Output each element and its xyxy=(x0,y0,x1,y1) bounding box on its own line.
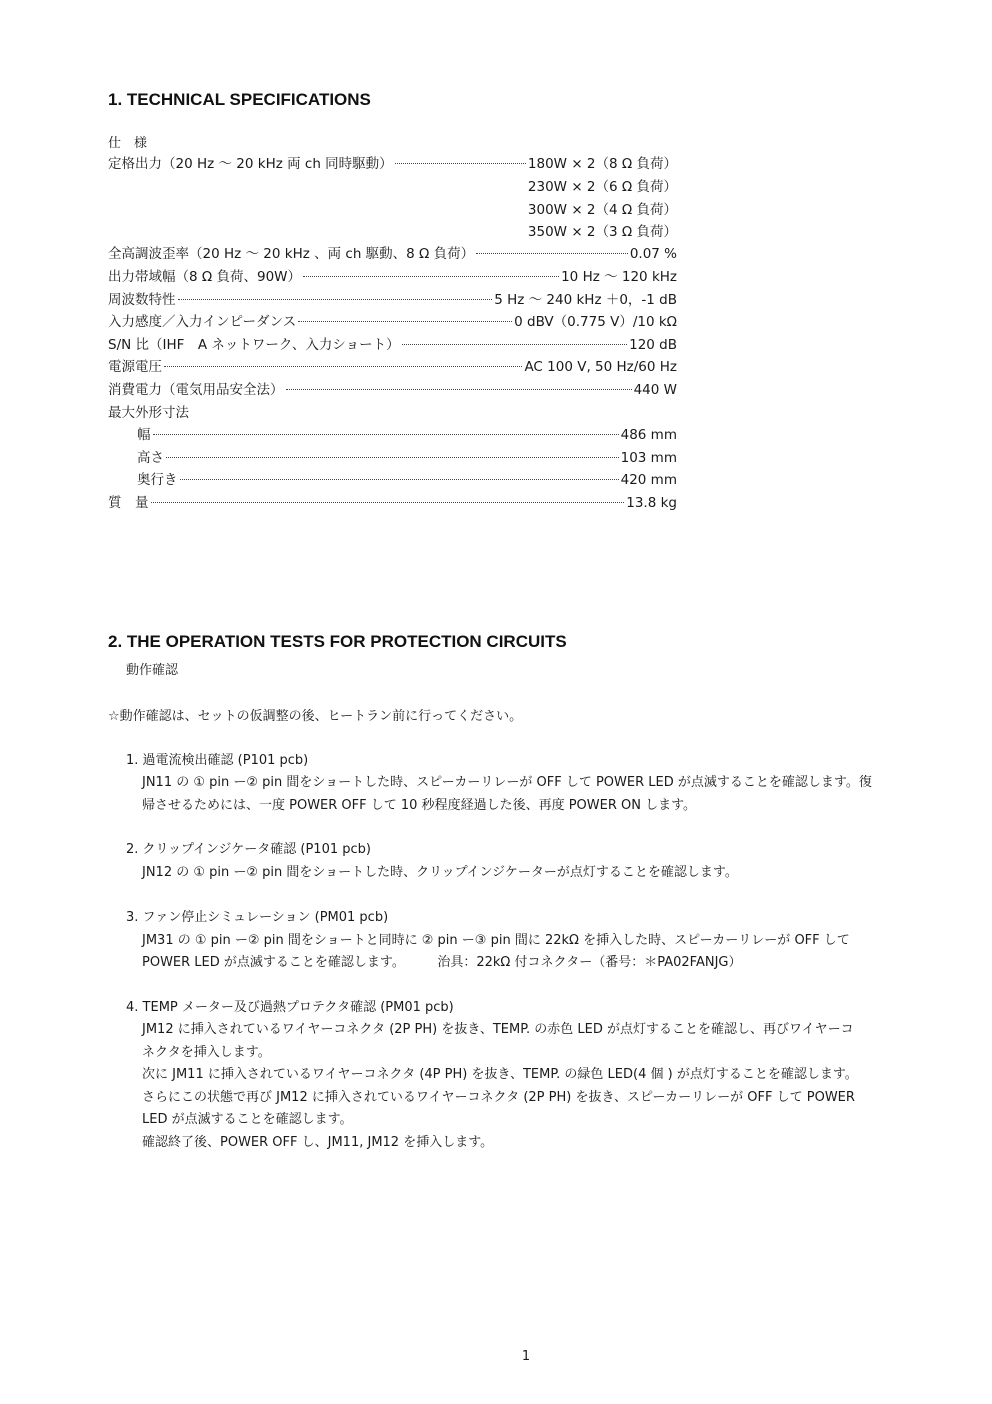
spec-row xyxy=(137,446,677,466)
test-item-line: ネクタを挿入します。 xyxy=(142,1045,271,1060)
leader-dots xyxy=(402,344,627,345)
spec-key: 質 量 xyxy=(108,495,149,511)
spec-value: 0.07 % xyxy=(629,246,677,262)
leader-dots xyxy=(298,321,512,322)
spec-value: 486 mm xyxy=(620,427,677,443)
spec-value-continued: 350W × 2（3 Ω 負荷） xyxy=(527,224,677,240)
spec-row xyxy=(137,468,677,488)
spec-value: 10 Hz 〜 120 kHz xyxy=(561,269,677,285)
section2-intro: ☆動作確認は、セットの仮調整の後、ヒートラン前に行ってください。 xyxy=(108,709,523,724)
section1-subtitle: 仕 様 xyxy=(108,136,148,151)
spec-value-continued: 300W × 2（4 Ω 負荷） xyxy=(527,202,677,218)
leader-dots xyxy=(153,434,619,435)
test-item-line: POWER LED が点滅することを確認します。 治具：22kΩ 付コネクター（番号：＊PA02FANJG） xyxy=(142,955,742,970)
spec-key: 出力帯域幅（8 Ω 負荷、90W） xyxy=(108,269,302,285)
spec-value: 420 mm xyxy=(620,472,677,488)
spec-key: 電源電圧 xyxy=(108,359,162,375)
spec-value: 440 W xyxy=(633,382,677,398)
test-item-heading: 3. ファン停止シミュレーション (PM01 pcb) xyxy=(126,910,389,925)
test-item-line: さらにこの状態で再び JM12 に挿入されているワイヤーコネクタ (2P PH) を抜き、スピーカーリレーが OFF して POWER xyxy=(142,1090,855,1105)
test-item-line: LED が点滅することを確認します。 xyxy=(142,1112,353,1127)
spec-key: 周波数特性 xyxy=(108,292,176,308)
spec-key: 幅 xyxy=(137,427,151,443)
test-item-heading: 2. クリップインジケータ確認 (P101 pcb) xyxy=(126,842,371,857)
section2-subtitle: 動作確認 xyxy=(126,663,179,678)
spec-value-continued: 230W × 2（6 Ω 負荷） xyxy=(527,179,677,195)
spec-key: 高さ xyxy=(137,450,164,466)
spec-value: 103 mm xyxy=(620,450,677,466)
leader-dots xyxy=(286,389,632,390)
spec-value: 180W × 2（8 Ω 負荷） xyxy=(527,156,677,172)
test-item-line: JN11 の ① pin ー② pin 間をショートした時、スピーカーリレーが OFF して POWER LED が点滅することを確認します。復 xyxy=(142,775,872,790)
spec-key: 消費電力（電気用品安全法） xyxy=(108,382,284,398)
leader-dots xyxy=(476,253,628,254)
test-item-line: JM12 に挿入されているワイヤーコネクタ (2P PH) を抜き、TEMP. の赤色 LED が点灯することを確認し、再びワイヤーコ xyxy=(142,1022,854,1037)
spec-key: 全高調波歪率（20 Hz 〜 20 kHz 、両 ch 駆動、8 Ω 負荷） xyxy=(108,246,475,262)
spec-row xyxy=(108,242,677,262)
leader-dots xyxy=(180,479,619,480)
test-item-line: JN12 の ① pin ー② pin 間をショートした時、クリップインジケーターが点灯することを確認します。 xyxy=(142,865,738,880)
spec-value: 13.8 kg xyxy=(626,495,677,511)
test-item-heading: 4. TEMP メーター及び過熱プロテクタ確認 (PM01 pcb) xyxy=(126,1000,454,1015)
spec-row xyxy=(137,423,677,443)
spec-value: 0 dBV（0.775 V）/10 kΩ xyxy=(514,314,677,330)
test-item-line: 帰させるためには、一度 POWER OFF して 10 秒程度経過した後、再度 POWER ON します。 xyxy=(142,798,697,813)
spec-value: 5 Hz 〜 240 kHz ＋0，-1 dB xyxy=(494,292,677,308)
leader-dots xyxy=(395,163,526,164)
page-number: 1 xyxy=(521,1349,531,1364)
spec-row xyxy=(108,491,677,511)
spec-value: 120 dB xyxy=(629,337,677,353)
spec-row xyxy=(108,288,677,308)
section1-title: 1. TECHNICAL SPECIFICATIONS xyxy=(108,90,371,109)
spec-value: AC 100 V, 50 Hz/60 Hz xyxy=(524,359,677,375)
spec-row xyxy=(108,310,677,330)
spec-row xyxy=(108,152,677,172)
spec-group-label: 最大外形寸法 xyxy=(108,405,189,421)
leader-dots xyxy=(178,299,493,300)
spec-key: 入力感度／入力インピーダンス xyxy=(108,314,297,330)
section2-title: 2. THE OPERATION TESTS FOR PROTECTION CIRCUITS xyxy=(108,632,567,651)
leader-dots xyxy=(164,366,522,367)
test-item-line: JM31 の ① pin ー② pin 間をショートと同時に ② pin ー③ pin 間に 22kΩ を挿入した時、スピーカーリレーが OFF して xyxy=(142,933,850,948)
spec-key: 定格出力（20 Hz 〜 20 kHz 両 ch 同時駆動） xyxy=(108,156,393,172)
spec-row xyxy=(108,378,677,398)
test-item-heading: 1. 過電流検出確認 (P101 pcb) xyxy=(126,753,309,768)
spec-key: S/N 比（IHF A ネットワーク、入力ショート） xyxy=(108,337,400,353)
leader-dots xyxy=(151,502,625,503)
spec-row xyxy=(108,333,677,353)
leader-dots xyxy=(303,276,559,277)
spec-key: 奥行き xyxy=(137,472,178,488)
test-item-line: 次に JM11 に挿入されているワイヤーコネクタ (4P PH) を抜き、TEMP. の緑色 LED(4 個 ) が点灯することを確認します。 xyxy=(142,1067,858,1082)
test-item-line: 確認終了後、POWER OFF し、JM11, JM12 を挿入します。 xyxy=(142,1135,494,1150)
leader-dots xyxy=(166,457,619,458)
spec-row xyxy=(108,355,677,375)
spec-row xyxy=(108,265,677,285)
